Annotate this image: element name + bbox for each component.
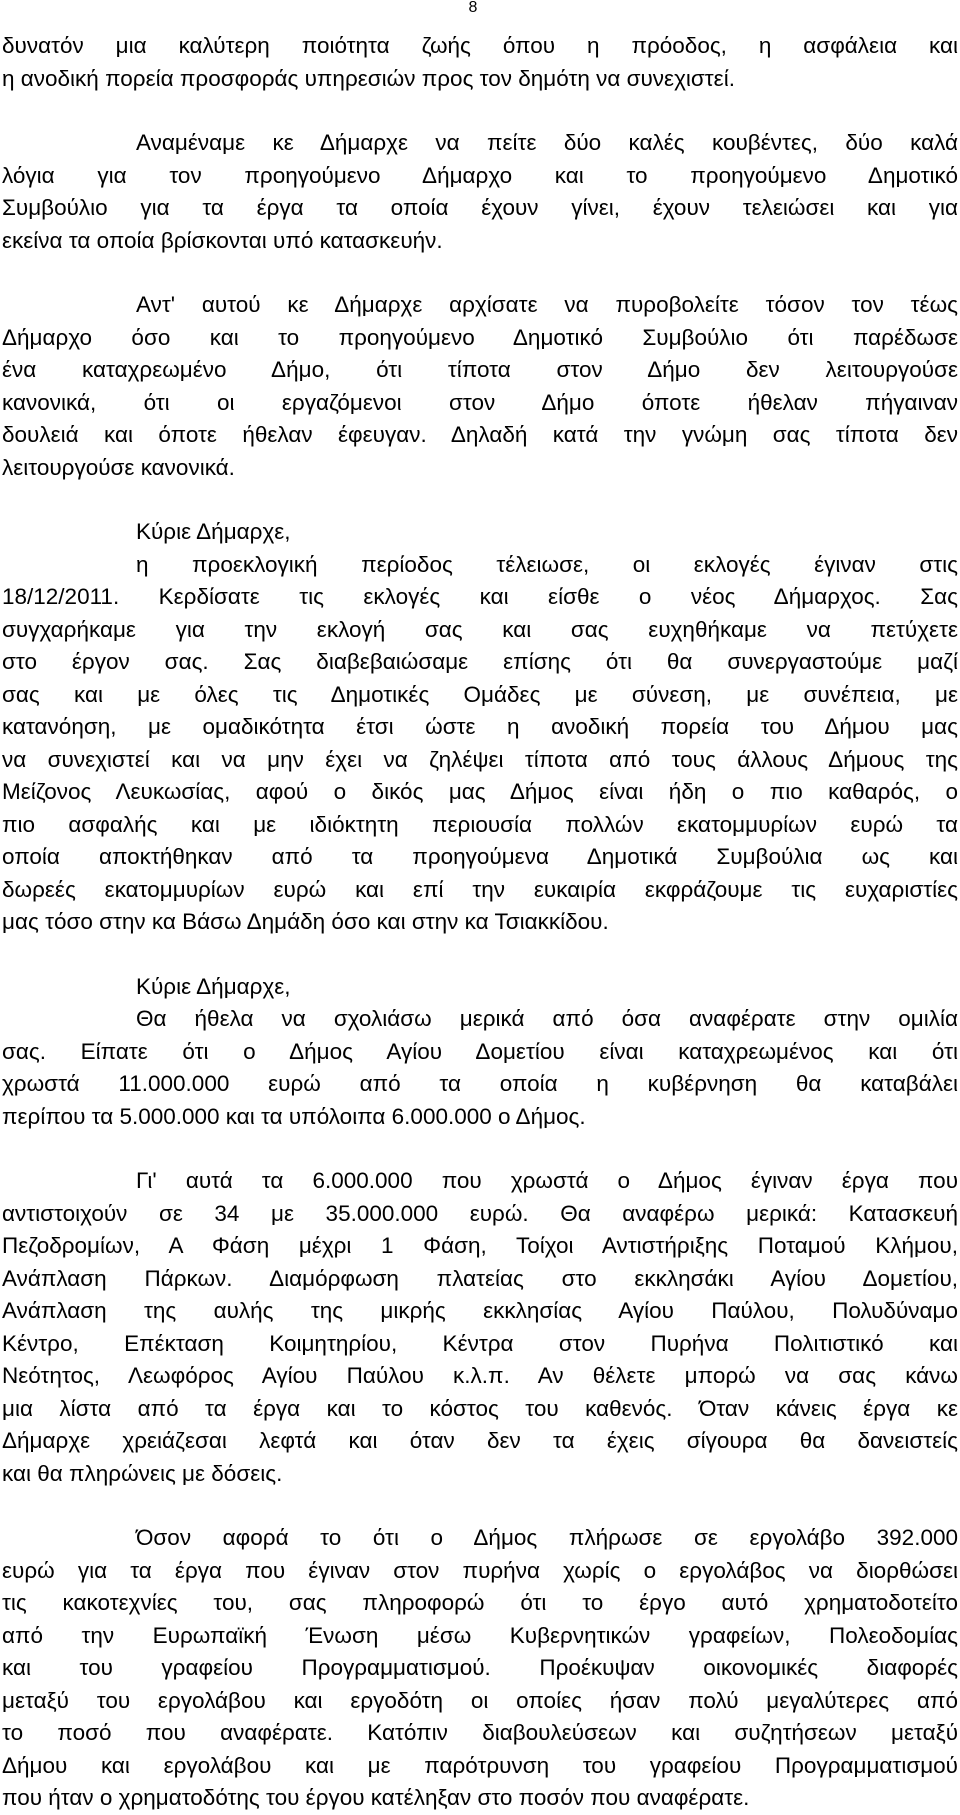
text-line: Κέντρο, Επέκταση Κοιμητηρίου, Κέντρα στον Πυρήνα Πολιτιστικό και	[2, 1330, 958, 1356]
text-line: πιο ασφαλής και με ιδιόκτητη περιουσία πολλών εκατομμυρίων ευρώ τα	[2, 811, 958, 837]
text-line: το ποσό που αναφέρατε. Κατόπιν διαβουλεύσεων και συζητήσεων μεταξύ	[2, 1720, 958, 1745]
text-line: κατανόηση, με ομαδικότητα έτσι ώστε η ανοδική πορεία του Δήμου μας	[2, 714, 958, 739]
paragraph	[2, 30, 958, 95]
text-line: στο έργον σας. Σας διαβεβαιώσαμε επίσης ότι θα συνεργαστούμε μαζί	[2, 649, 958, 674]
text-line: από την Ευρωπαϊκή Ένωση μέσω Κυβερνητικών γραφείων, Πολεοδομίας	[2, 1622, 958, 1648]
paragraph	[2, 1165, 958, 1490]
text-line: δυνατόν μια καλύτερη ποιότητα ζωής όπου η πρόοδος, η ασφάλεια και	[2, 33, 958, 58]
text-line: Αναμέναμε κε Δήμαρχε να πείτε δύο καλές κουβέντες, δύο καλά	[136, 130, 958, 155]
text-line: χρωστά 11.000.000 ευρώ από τα οποία η κυβέρνηση θα καταβάλει	[2, 1071, 958, 1096]
text-line: σας. Είπατε ότι ο Δήμος Αγίου Δομετίου είναι καταχρεωμένος και ότι	[2, 1038, 958, 1064]
text-line: συγχαρήκαμε για την εκλογή σας και σας ευχηθήκαμε να πετύχετε	[2, 616, 958, 642]
text-line: μεταξύ του εργολάβου και εργοδότη οι οποίες ήσαν πολύ μεγαλύτερες από	[2, 1687, 958, 1713]
text-line: και του γραφείου Προγραμματισμού. Προέκυψαν οικονομικές διαφορές	[2, 1655, 958, 1680]
text-line: Μείζονος Λευκωσίας, αφού ο δικός μας Δήμος είναι ήδη ο πιο καθαρός, ο	[2, 779, 958, 804]
paragraph	[2, 1522, 958, 1815]
text-line: Αντ' αυτού κε Δήμαρχε αρχίσατε να πυροβολείτε τόσον τον τέως	[136, 292, 958, 317]
document-body	[2, 30, 958, 1815]
text-line: μας τόσο στην κα Βάσω Δημάδη όσο και στην κα Τσιακκίδου.	[2, 909, 609, 934]
text-line: τις κακοτεχνίες του, σας πληροφορώ ότι το έργο αυτό χρηματοδοτείτο	[2, 1590, 958, 1615]
text-line: αντιστοιχούν σε 34 με 35.000.000 ευρώ. Θα αναφέρω μερικά: Κατασκευή	[2, 1200, 958, 1226]
text-line: εκείνα τα οποία βρίσκονται υπό κατασκευήν.	[2, 227, 443, 253]
paragraph	[2, 127, 958, 257]
text-line: λόγια για τον προηγούμενο Δήμαρχο και το προηγούμενο Δημοτικό	[2, 162, 958, 188]
text-line: ένα καταχρεωμένο Δήμο, ότι τίποτα στον Δήμο δεν λειτουργούσε	[2, 357, 958, 382]
text-line: Νεότητος, Λεωφόρος Αγίου Παύλου κ.λ.π. Αν θέλετε μπορώ να σας κάνω	[2, 1363, 958, 1388]
text-line: περίπου τα 5.000.000 και τα υπόλοιπα 6.000.000 ο Δήμος.	[2, 1103, 586, 1129]
text-line: και θα πληρώνεις με δόσεις.	[2, 1460, 283, 1486]
text-line: Θα ήθελα να σχολιάσω μερικά από όσα αναφέρατε στην ομιλία	[136, 1006, 958, 1031]
text-line: Κύριε Δήμαρχε,	[136, 519, 291, 544]
text-line: Πεζοδρομίων, Α Φάση μέχρι 1 Φάση, Τοίχοι Αντιστήριξης Ποταμού Κλήμου,	[2, 1233, 958, 1258]
text-line: λειτουργούσε κανονικά.	[2, 454, 235, 480]
text-line: Δήμαρχε χρειάζεσαι λεφτά και όταν δεν τα έχεις σίγουρα θα δανειστείς	[2, 1428, 958, 1453]
text-line: Δήμαρχο όσο και το προηγούμενο Δημοτικό Συμβούλιο ότι παρέδωσε	[2, 324, 958, 350]
text-line: οποία αποκτήθηκαν από τα προηγούμενα Δημοτικά Συμβούλια ως και	[2, 844, 958, 869]
text-line: Όσον αφορά το ότι ο Δήμος πλήρωσε σε εργολάβο 392.000	[136, 1525, 958, 1550]
text-line: Ανάπλαση Πάρκων. Διαμόρφωση πλατείας στο εκκλησάκι Αγίου Δομετίου,	[2, 1265, 958, 1291]
text-line: Συμβούλιο για τα έργα τα οποία έχουν γίνει, έχουν τελειώσει και για	[2, 195, 958, 220]
text-line: 18/12/2011. Κερδίσατε τις εκλογές και είσθε ο νέος Δήμαρχος. Σας	[2, 584, 958, 609]
text-line: δουλειά και όποτε ήθελαν έφευγαν. Δηλαδή κατά την γνώμη σας τίποτα δεν	[2, 422, 958, 447]
text-line: σας και με όλες τις Δημοτικές Ομάδες με σύνεση, με συνέπεια, με	[2, 681, 958, 707]
paragraph	[2, 289, 958, 484]
page-number: 8	[468, 0, 478, 16]
text-line: δωρεές εκατομμυρίων ευρώ και επί την ευκαιρία εκφράζουμε τις ευχαριστίες	[2, 876, 958, 902]
text-line: που ήταν ο χρηματοδότης του έργου κατέληξαν στο ποσόν που αναφέρατε.	[2, 1785, 750, 1810]
paragraph	[2, 971, 958, 1134]
paragraph	[2, 516, 958, 939]
text-line: Κύριε Δήμαρχε,	[136, 973, 291, 999]
text-line: Δήμου και εργολάβου και με παρότρυνση του γραφείου Προγραμματισμού	[2, 1752, 958, 1778]
text-line: η ανοδική πορεία προσφοράς υπηρεσιών προς τον δημότη να συνεχιστεί.	[2, 65, 735, 91]
text-line: μια λίστα από τα έργα και το κόστος του καθενός. Όταν κάνεις έργα κε	[2, 1395, 958, 1421]
text-line: η προεκλογική περίοδος τέλειωσε, οι εκλογές έγιναν στις	[136, 551, 958, 577]
text-line: Ανάπλαση της αυλής της μικρής εκκλησίας Αγίου Παύλου, Πολυδύναμο	[2, 1298, 958, 1323]
text-line: να συνεχιστεί και να μην έχει να ζηλέψει τίποτα από τους άλλους Δήμους της	[2, 746, 958, 772]
text-line: Γι' αυτά τα 6.000.000 που χρωστά ο Δήμος έγιναν έργα που	[136, 1168, 958, 1193]
text-line: ευρώ για τα έργα που έγιναν στον πυρήνα χωρίς ο εργολάβος να διορθώσει	[2, 1557, 958, 1583]
text-line: κανονικά, ότι οι εργαζόμενοι στον Δήμο όποτε ήθελαν πήγαιναν	[2, 389, 958, 415]
